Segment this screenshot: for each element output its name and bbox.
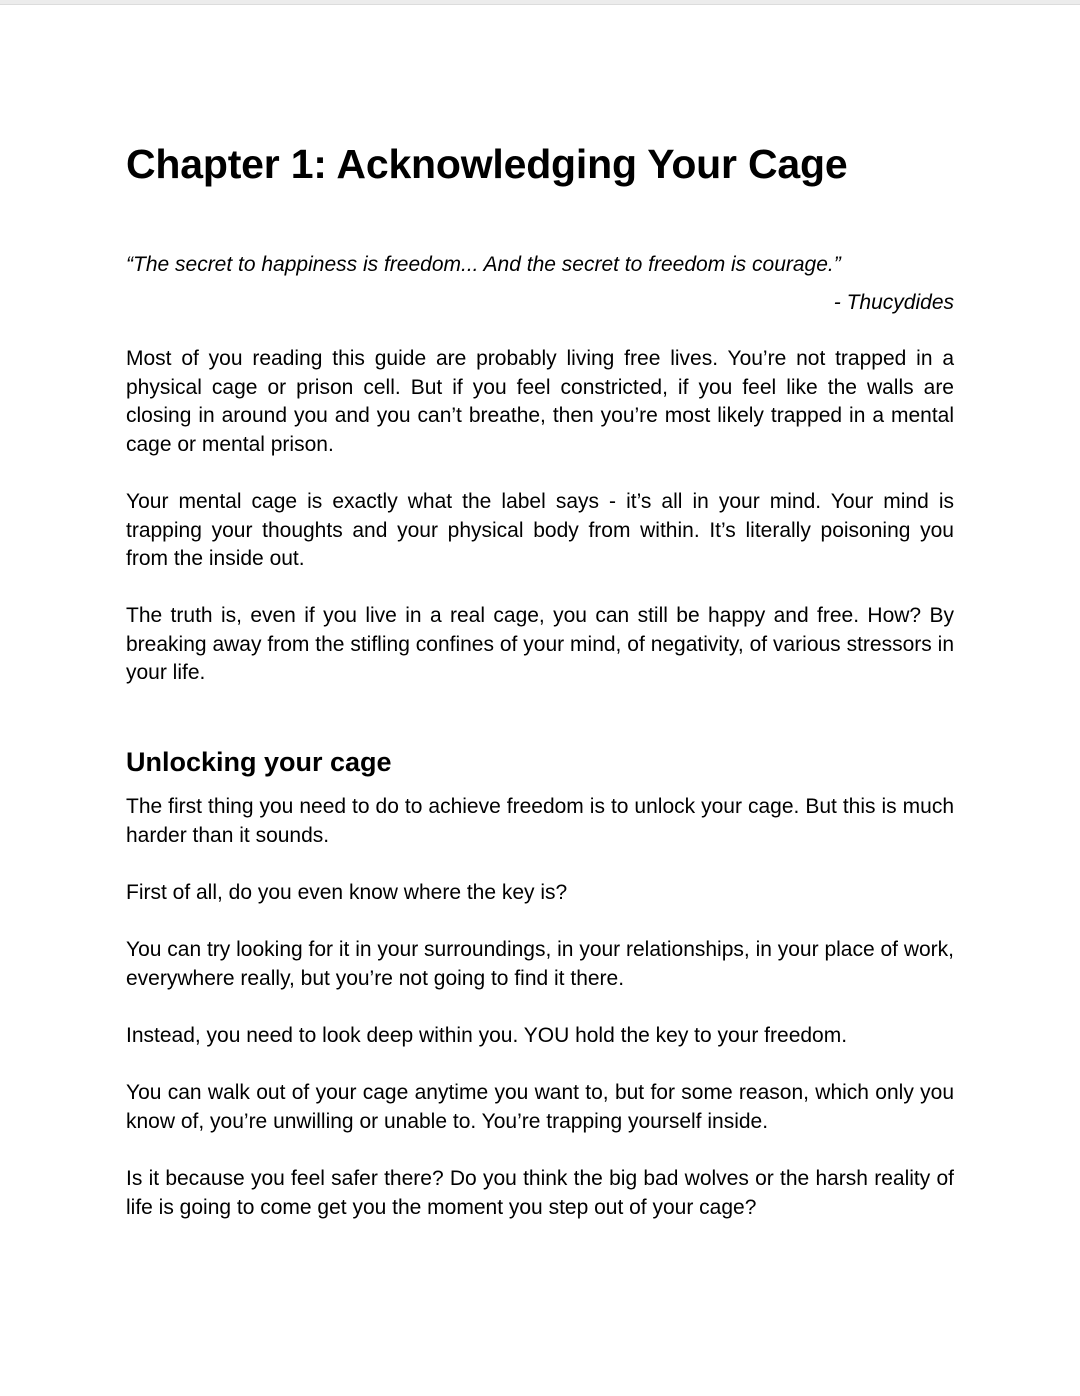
section-paragraph-3: You can try looking for it in your surroundings, in your relationships, in your place of work, everywhere really, but you’re not going to find it there.: [126, 938, 954, 990]
epigraph-attribution: - Thucydides: [833, 291, 954, 314]
section-paragraph-2: First of all, do you even know where the key is?: [126, 881, 568, 904]
intro-paragraph-1: Most of you reading this guide are probably living free lives. You’re not trapped in a physical cage or prison cell. But if you feel constricted, if you feel like the walls are closing in around you and you can’t breathe, then you’re most likely trapped in a mental cage or mental prison.: [126, 347, 954, 456]
section-paragraph-4: Instead, you need to look deep within you. YOU hold the key to your freedom.: [126, 1024, 848, 1047]
section-paragraph-5: You can walk out of your cage anytime you want to, but for some reason, which only you know of, you’re unwilling or unable to. You’re trapping yourself inside.: [126, 1081, 954, 1133]
intro-paragraph-2: Your mental cage is exactly what the label says - it’s all in your mind. Your mind is trapping your thoughts and your physical body from within. It’s literally poisoning you from the inside out.: [126, 490, 954, 571]
top-edge-strip: [0, 0, 1080, 5]
intro-paragraph-3: The truth is, even if you live in a real cage, you can still be happy and free. How? By breaking away from the stifling confines of your mind, of negativity, of various stressors in your life.: [126, 604, 954, 685]
section-heading: Unlocking your cage: [126, 747, 392, 777]
section-paragraph-6: Is it because you feel safer there? Do you think the big bad wolves or the harsh reality of life is going to come get you the moment you step out of your cage?: [126, 1167, 954, 1219]
section-paragraph-1: The first thing you need to do to achieve freedom is to unlock your cage. But this is much harder than it sounds.: [126, 795, 954, 847]
epigraph-quote: “The secret to happiness is freedom... And the secret to freedom is courage.”: [126, 253, 841, 276]
chapter-title: Chapter 1: Acknowledging Your Cage: [126, 141, 848, 187]
